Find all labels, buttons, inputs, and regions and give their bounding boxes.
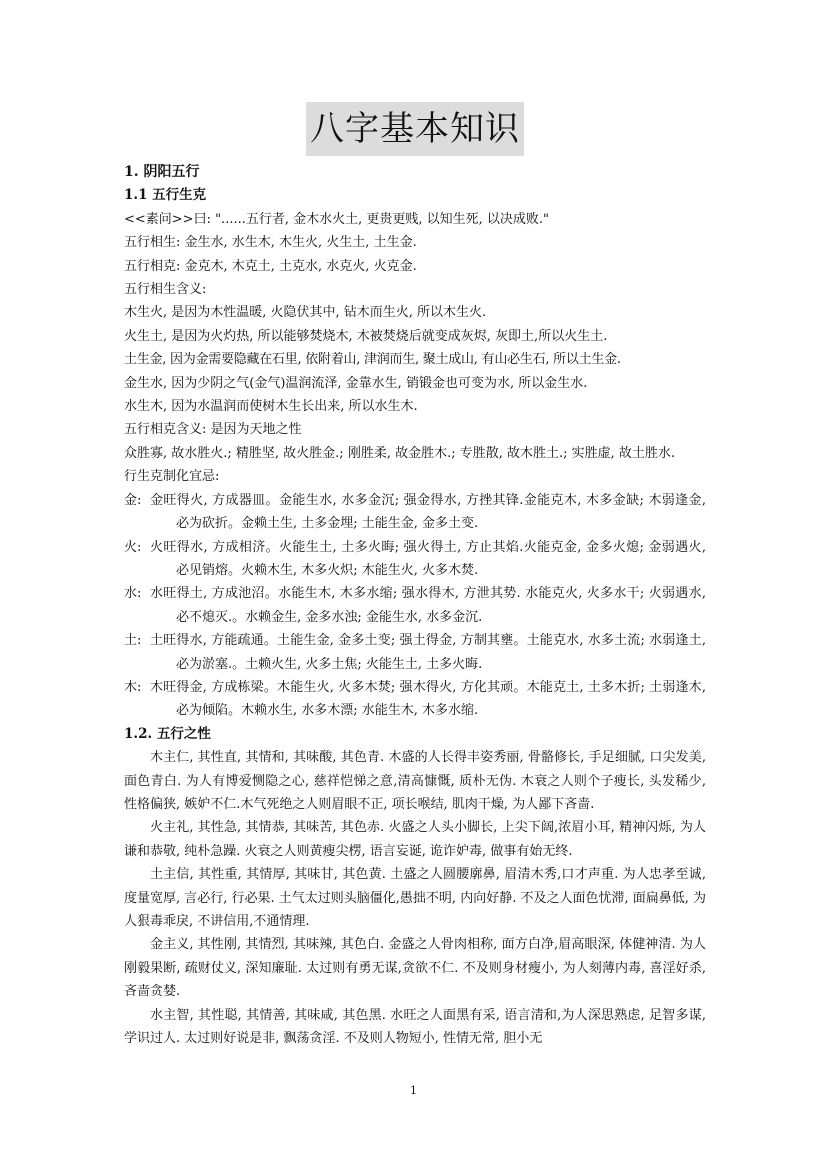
element-label: 火: xyxy=(124,539,142,555)
section-heading-1: 1. 阴阳五行 xyxy=(124,164,200,180)
text-line: 水生木, 因为水温润而使树木生长出来, 所以水生木. xyxy=(124,399,418,415)
element-text: 水旺得土, 方成池沼。水能生木, 木多水缩; 强水得木, 方泄其势. 水能克火, 火多水干; 火弱遇水, 必不熄灭.。水赖金生, 金多水浊; 金能生水, 水多金沉. xyxy=(150,586,706,625)
text-line: 土生金, 因为金需要隐藏在石里, 依附着山, 津润而生, 聚土成山, 有山必生石, 所以土生金. xyxy=(124,352,621,368)
element-text: 火旺得水, 方成相济。火能生土, 土多火晦; 强火得土, 方止其焰.火能克金, 金多火熄; 金弱遇火, 必见销熔。火赖木生, 木多火炽; 木能生火, 火多木焚. xyxy=(150,539,706,578)
text-paragraph: 众胜寡, 故水胜火.; 精胜坚, 故火胜金.; 刚胜柔, 故金胜木.; 专胜散, 故木胜土.; 实胜虚, 故土胜水. xyxy=(124,445,676,461)
element-rule-wood xyxy=(124,676,706,723)
section-heading-1-1: 1.1 五行生克 xyxy=(124,187,207,204)
text-paragraph: 土主信, 其性重, 其情厚, 其味甘, 其色黄. 土盛之人圆腰廓鼻, 眉清木秀,口才声重. 为人忠孝至诚, 度量宽厚, 言必行, 行必果. 土气太过则头脑僵化,愚拙不明, 内向好静. 不及之人面色忧滞, 面扁鼻低, 为人狠毒乖戾, 不讲信用,不通情理. xyxy=(124,867,706,929)
element-label: 金: xyxy=(124,492,142,508)
text-line: 五行相克: 金克木, 木克土, 土克水, 水克火, 火克金. xyxy=(124,258,417,274)
text-paragraph: 火主礼, 其性急, 其情恭, 其味苦, 其色赤. 火盛之人头小脚长, 上尖下阔,浓眉小耳, 精神闪烁, 为人谦和恭敬, 纯朴急躁. 火衰之人则黄瘦尖楞, 语言妄诞, 诡诈妒毒, 做事有始无终. xyxy=(124,820,706,859)
element-label: 土: xyxy=(124,633,142,649)
section-heading-1-2: 1.2. 五行之性 xyxy=(124,725,211,742)
page-title: 八字基本知识 xyxy=(306,102,524,156)
text-line: 木生火, 是因为木性温暖, 火隐伏其中, 钻木而生火, 所以木生火. xyxy=(124,305,487,321)
element-label: 水: xyxy=(124,586,142,602)
document-page xyxy=(124,102,706,1050)
element-rule-fire xyxy=(124,536,706,583)
element-rule-metal xyxy=(124,489,706,536)
element-label: 木: xyxy=(124,679,142,695)
text-line: 五行相克含义: 是因为天地之性 xyxy=(124,422,302,438)
text-line: 金生水, 因为少阴之气(金气)温润流泽, 金靠水生, 销锻金也可变为水, 所以金生水. xyxy=(124,375,588,391)
text-paragraph: 木主仁, 其性直, 其情和, 其味酸, 其色青. 木盛的人长得丰姿秀丽, 骨骼修长, 手足细腻, 口尖发美, 面色青白. 为人有博爱恻隐之心, 慈祥恺悌之意,清高慷慨, 质朴无伪. 木衰之人则个子瘦长, 头发稀少, 性格偏狭, 嫉妒不仁.木气死绝之人则眉眼不正, 项长喉结, 肌肉干燥, 为人鄙下吝啬. xyxy=(124,750,706,812)
text-line: 五行相生: 金生水, 水生木, 木生火, 火生土, 土生金. xyxy=(124,235,417,251)
element-text: 木旺得金, 方成栋梁。木能生火, 火多木焚; 强木得火, 方化其顽。木能克土, 土多木折; 土弱逢木, 必为倾陷。木赖水生, 水多木漂; 水能生木, 木多水缩. xyxy=(150,679,706,719)
text-paragraph: 金主义, 其性刚, 其情烈, 其味辣, 其色白. 金盛之人骨肉相称, 面方白净,眉高眼深, 体健神清. 为人刚毅果断, 疏财仗义, 深知廉耻. 太过则有勇无谋,贪欲不仁. 不及则身材瘦小, 为人刻薄内毒, 喜淫好杀, 吝啬贪婪. xyxy=(124,937,706,1000)
text-line: 五行相生含义: xyxy=(124,282,207,298)
page-number: 1 xyxy=(410,1084,417,1097)
element-text: 土旺得水, 方能疏通。土能生金, 金多土变; 强土得金, 方制其壅。土能克水, 水多土流; 水弱逢土, 必为淤塞.。土赖火生, 火多土焦; 火能生土, 土多火晦. xyxy=(150,633,706,672)
text-line: 行生克制化宜忌: xyxy=(124,469,220,485)
element-rule-water xyxy=(124,582,706,629)
text-line: <<素问>>曰: "......五行者, 金木水火土, 更贵更贱, 以知生死, 以决成败." xyxy=(124,211,550,227)
text-paragraph: 水主智, 其性聪, 其情善, 其味咸, 其色黑. 水旺之人面黑有采, 语言清和,为人深思熟虑, 足智多谋, 学识过人. 太过则好说是非, 飘荡贪淫. 不及则人物短小, 性情无常, 胆小无 xyxy=(124,1007,706,1047)
element-rule-earth xyxy=(124,629,706,676)
element-text: 金旺得火, 方成器皿。金能生水, 水多金沉; 强金得水, 方挫其锋.金能克木, 木多金缺; 木弱逢金, 必为砍折。金赖土生, 土多金埋; 土能生金, 金多土变. xyxy=(150,492,706,532)
text-line: 火生土, 是因为火灼热, 所以能够焚烧木, 木被焚烧后就变成灰烬, 灰即土,所以火生土. xyxy=(124,328,608,344)
